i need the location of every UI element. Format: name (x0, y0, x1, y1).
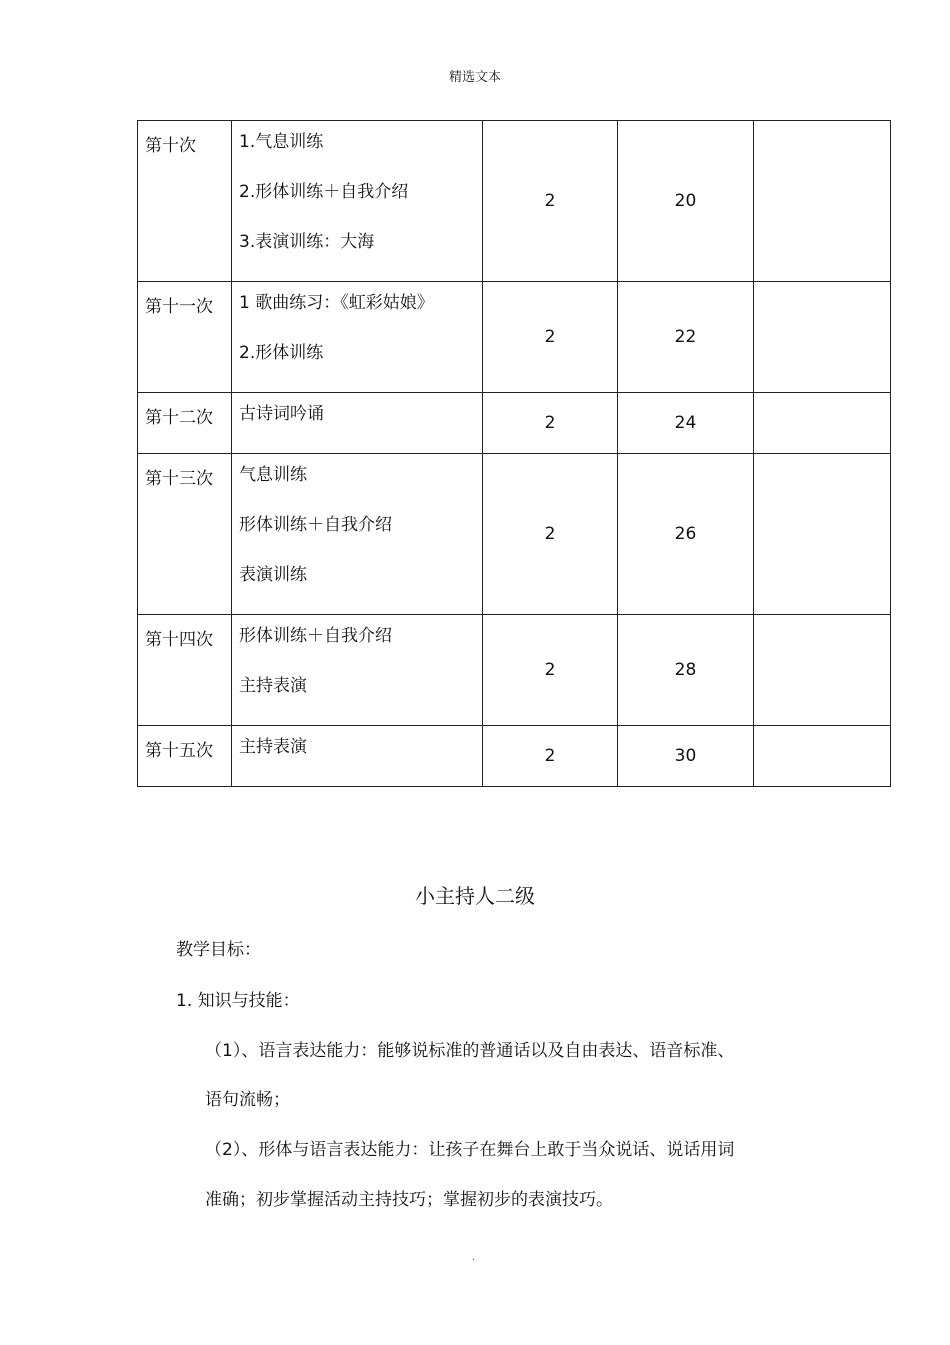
blank-cell (754, 615, 891, 726)
item-1-heading: 1. 知识与技能： (176, 991, 300, 1011)
value-cell: 24 (618, 393, 754, 454)
paragraph-2-line-2: 准确；初步掌握活动主持技巧；掌握初步的表演技巧。 (205, 1190, 613, 1210)
value-cell: 2 (483, 393, 618, 454)
section-title: 小主持人二级 (415, 884, 535, 908)
page-footer: . (472, 1252, 476, 1263)
table-row (138, 121, 891, 282)
content-cell (232, 615, 483, 726)
content-line: 1.气息训练 (239, 132, 324, 152)
session-cell: 第十四次 (138, 615, 232, 726)
blank-cell (754, 454, 891, 615)
table-row (138, 726, 891, 787)
content-line: 主持表演 (239, 737, 307, 757)
session-cell: 第十次 (138, 121, 232, 282)
value-cell: 22 (618, 282, 754, 393)
value-cell: 26 (618, 454, 754, 615)
goal-label: 教学目标： (176, 940, 261, 960)
content-line: 主持表演 (239, 676, 307, 696)
content-cell (232, 726, 483, 787)
content-line: 表演训练 (239, 565, 307, 585)
content-line: 古诗词吟诵 (239, 404, 324, 424)
content-line: 3.表演训练：大海 (239, 232, 375, 252)
content-cell (232, 393, 483, 454)
session-cell: 第十三次 (138, 454, 232, 615)
content-line: 形体训练＋自我介绍 (239, 626, 392, 646)
content-line: 2.形体训练＋自我介绍 (239, 182, 409, 202)
blank-cell (754, 726, 891, 787)
table-row (138, 282, 891, 393)
table-row (138, 393, 891, 454)
value-cell: 2 (483, 726, 618, 787)
table-row (138, 615, 891, 726)
value-cell: 2 (483, 454, 618, 615)
table-row (138, 454, 891, 615)
content-cell (232, 121, 483, 282)
value-cell: 28 (618, 615, 754, 726)
content-line: 形体训练＋自我介绍 (239, 515, 392, 535)
blank-cell (754, 282, 891, 393)
value-cell: 2 (483, 121, 618, 282)
blank-cell (754, 393, 891, 454)
page-header: 精选文本 (448, 70, 501, 85)
session-cell: 第十二次 (138, 393, 232, 454)
content-cell (232, 282, 483, 393)
paragraph-1-line-2: 语句流畅； (205, 1090, 290, 1110)
paragraph-1-line-1: （1）、语言表达能力：能够说标准的普通话以及自由表达、语音标准、 (205, 1041, 735, 1061)
value-cell: 2 (483, 282, 618, 393)
schedule-body (138, 121, 891, 787)
session-cell: 第十一次 (138, 282, 232, 393)
content-line: 气息训练 (239, 465, 307, 485)
content-line: 1 歌曲练习：《虹彩姑娘》 (239, 293, 434, 313)
value-cell: 20 (618, 121, 754, 282)
content-line: 2.形体训练 (239, 343, 324, 363)
value-cell: 30 (618, 726, 754, 787)
blank-cell (754, 121, 891, 282)
session-cell: 第十五次 (138, 726, 232, 787)
paragraph-2-line-1: （2）、形体与语言表达能力：让孩子在舞台上敢于当众说话、说话用词 (205, 1140, 735, 1160)
content-cell (232, 454, 483, 615)
value-cell: 2 (483, 615, 618, 726)
schedule-table (137, 120, 891, 787)
